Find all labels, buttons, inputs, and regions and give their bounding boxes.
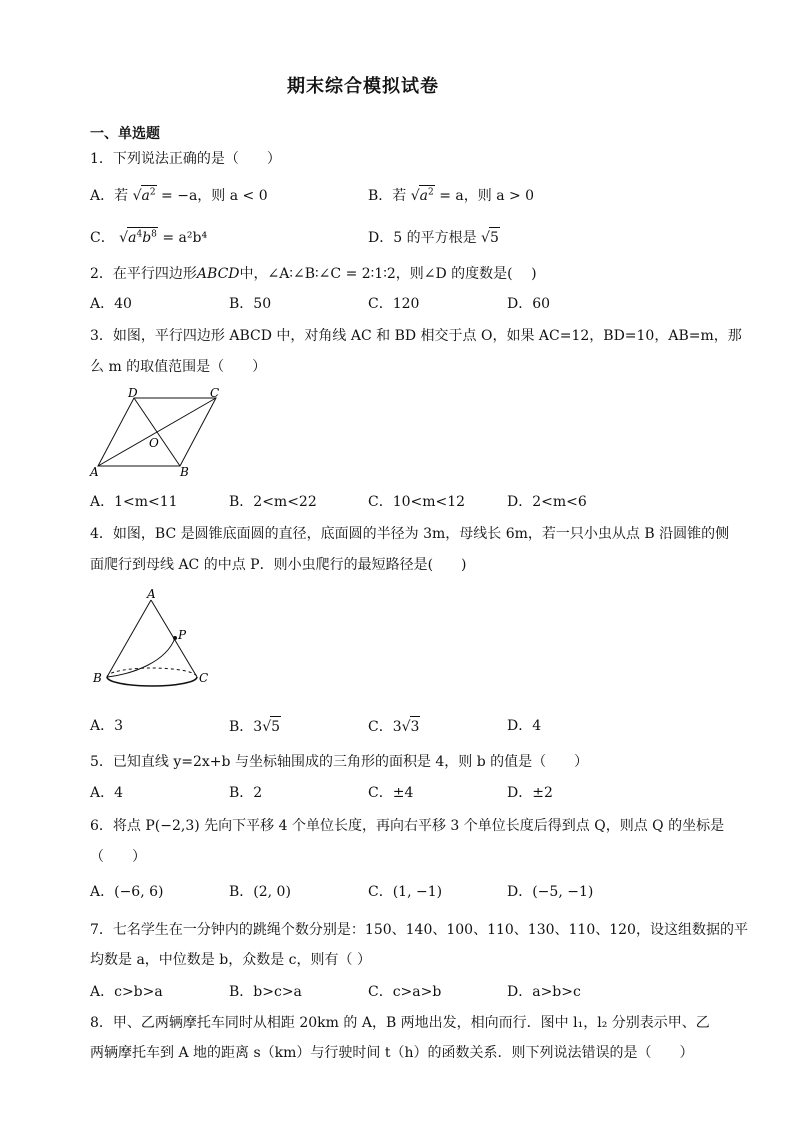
option-text: = a²b⁴ bbox=[162, 230, 208, 246]
option-label: B．若 bbox=[368, 188, 407, 204]
stem-part: ABCD bbox=[196, 266, 240, 282]
option-label: C．3 bbox=[368, 719, 402, 735]
question-3-option-d: D．2<m<6 bbox=[507, 494, 587, 510]
question-5-option-a: A．4 bbox=[90, 785, 124, 801]
question-2-option-d: D．60 bbox=[507, 296, 551, 312]
question-3-option-b: B．2<m<22 bbox=[229, 494, 317, 510]
question-1-option-c: C． $√a^4b^8 = a^2b^4$ bbox=[90, 227, 207, 248]
question-4-option-a: A．3 bbox=[90, 718, 124, 734]
option-label: A．若 bbox=[90, 188, 129, 204]
cone-label-c: C bbox=[199, 671, 209, 685]
question-2-stem bbox=[90, 264, 537, 284]
question-6-stem-line-1: 6．将点 P(−2,3) 先向下平移 4 个单位长度，再向右平移 3 个单位长度后得到点 Q，则点 Q 的坐标是 bbox=[90, 818, 725, 834]
question-3-option-c: C．10<m<12 bbox=[368, 494, 466, 510]
question-7-option-a: A．c>b>a bbox=[90, 984, 163, 1000]
cone-label-p: P bbox=[178, 628, 187, 642]
cone-figure bbox=[88, 586, 218, 698]
cone-label-a: A bbox=[147, 587, 156, 601]
question-6-option-c: C．(1, −1) bbox=[368, 884, 443, 900]
section-heading: 一、单选题 bbox=[90, 126, 160, 142]
question-7-option-b: B．b>c>a bbox=[229, 984, 302, 1000]
option-label: C． bbox=[90, 230, 115, 246]
question-7-option-d: D．a>b>c bbox=[507, 984, 581, 1000]
radicand: 5 bbox=[489, 227, 500, 248]
question-4-stem-line-1: 4．如图，BC 是圆锥底面圆的直径，底面圆的半径为 3m，母线长 6m，若一只小虫从点 B 沿圆锥的侧 bbox=[90, 526, 730, 542]
question-5-stem: 5．已知直线 y=2x+b 与坐标轴围成的三角形的面积是 4，则 b 的值是（ ） bbox=[90, 754, 589, 770]
radicand: a bbox=[141, 188, 150, 204]
question-4-option-c: C．3√3 bbox=[368, 716, 420, 737]
question-2-option-b: B．50 bbox=[229, 296, 272, 312]
question-8-stem-line-1: 8．甲、乙两辆摩托车同时从相距 20km 的 A，B 两地出发，相向而行．图中 l₁，l₂ 分别表示甲、乙 bbox=[90, 1015, 710, 1031]
question-5-option-c: C．±4 bbox=[368, 785, 414, 801]
question-2-option-c: C．120 bbox=[368, 296, 420, 312]
question-8-stem-line-2: 两辆摩托车到 A 地的距离 s（km）与行驶时间 t（h）的函数关系．则下列说法错误的是（ ） bbox=[90, 1045, 694, 1061]
page-title: 期末综合模拟试卷 bbox=[287, 76, 439, 97]
question-7-stem-line-2: 均数是 a，中位数是 b，众数是 c，则有（ ） bbox=[90, 952, 371, 968]
option-text: = a，则 a > 0 bbox=[439, 188, 535, 204]
radicand: a bbox=[419, 188, 429, 204]
cone-label-b: B bbox=[93, 671, 102, 685]
question-4-option-d: D．4 bbox=[507, 718, 542, 734]
question-1-option-d: D．5 的平方根是 √5 bbox=[368, 227, 500, 248]
question-3-stem-line-1: 3．如图，平行四边形 ABCD 中，对角线 AC 和 BD 相交于点 O，如果 AC=12，BD=10，AB=m，那 bbox=[90, 328, 742, 344]
question-3-option-a: A．1<m<11 bbox=[90, 494, 178, 510]
option-text: = −a，则 a < 0 bbox=[161, 188, 268, 204]
vertex-label-b: B bbox=[180, 465, 189, 478]
question-1-stem: 1．下列说法正确的是（ ） bbox=[90, 151, 281, 167]
vertex-label-d: D bbox=[128, 386, 138, 400]
question-7-stem-line-1: 7．七名学生在一分钟内的跳绳个数分别是：150、140、100、110、130、110、120，设这组数据的平 bbox=[90, 922, 748, 938]
question-7-option-c: C．c>a>b bbox=[368, 984, 442, 1000]
radicand: 5 bbox=[270, 716, 281, 737]
vertex-label-a: A bbox=[90, 465, 99, 478]
question-5-option-b: B．2 bbox=[229, 785, 263, 801]
parallelogram-figure bbox=[88, 386, 228, 478]
question-6-option-b: B．(2, 0) bbox=[229, 884, 291, 900]
vertex-label-c: C bbox=[210, 386, 220, 400]
question-1-option-b: B．若 $√a^2 = a$，则 a > 0 bbox=[368, 185, 534, 206]
question-2-option-a: A．40 bbox=[90, 296, 132, 312]
question-6-option-d: D．(−5, −1) bbox=[507, 884, 594, 900]
option-label: B．3 bbox=[229, 719, 263, 735]
question-5-option-d: D．±2 bbox=[507, 785, 553, 801]
center-label-o: O bbox=[149, 436, 159, 450]
question-1-option-a: A．若 $√a^2 = -a$，则 a < 0 bbox=[90, 185, 268, 206]
question-6-stem-line-2: （ ） bbox=[90, 849, 146, 865]
radicand: 3 bbox=[410, 716, 421, 737]
stem-part: 中，∠A∶∠B∶∠C = 2∶1∶2，则∠D 的度数是( ) bbox=[239, 266, 537, 282]
question-6-option-a: A．(−6, 6) bbox=[90, 884, 164, 900]
stem-part: 2．在平行四边形 bbox=[90, 266, 197, 282]
question-4-stem-line-2: 面爬行到母线 AC 的中点 P．则小虫爬行的最短路径是( ) bbox=[90, 557, 467, 573]
option-label: D．5 的平方根是 bbox=[368, 230, 477, 246]
question-4-option-b: B．3√5 bbox=[229, 716, 281, 737]
question-3-stem-line-2: 么 m 的取值范围是（ ） bbox=[90, 359, 267, 375]
